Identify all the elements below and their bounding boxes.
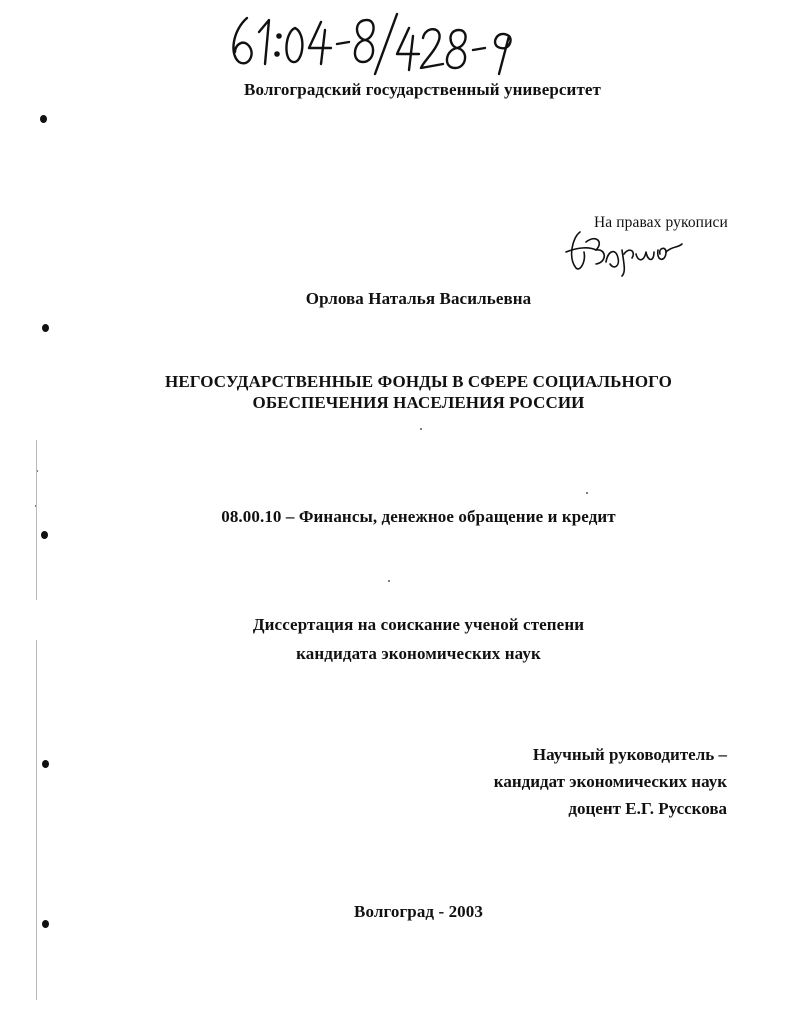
- handwritten-catalog-code: [225, 8, 525, 80]
- scan-edge-mark: [36, 640, 37, 1000]
- dissertation-title-line-1: НЕГОСУДАРСТВЕННЫЕ ФОНДЫ В СФЕРЕ СОЦИАЛЬНОГО: [165, 372, 672, 391]
- scan-speck: [586, 492, 588, 494]
- advisor-line-2: кандидат экономических наук: [493, 772, 727, 791]
- binding-hole-3: [41, 531, 48, 539]
- signature: [562, 228, 684, 278]
- university-name: Волгоградский государственный университет: [244, 80, 601, 99]
- city-year: Волгоград - 2003: [354, 902, 483, 921]
- advisor-line-3: доцент Е.Г. Русскова: [568, 799, 727, 818]
- scan-speck: [388, 580, 390, 582]
- dissertation-title-line-2: ОБЕСПЕЧЕНИЯ НАСЕЛЕНИЯ РОССИИ: [252, 393, 585, 412]
- binding-hole-4: [42, 760, 49, 768]
- binding-hole-1: [40, 115, 47, 123]
- rights-note: На правах рукописи: [594, 214, 728, 231]
- degree-line-1: Диссертация на соискание ученой степени: [252, 615, 585, 634]
- specialty-code: 08.00.10 – Финансы, денежное обращение и кредит: [221, 507, 616, 526]
- author-name: Орлова Наталья Васильевна: [305, 289, 532, 308]
- advisor-line-1: Научный руководитель –: [532, 745, 727, 764]
- binding-hole-5: [42, 920, 49, 928]
- binding-hole-2: [42, 324, 49, 332]
- degree-line-2: кандидата экономических наук: [296, 644, 541, 663]
- scan-edge-mark: [36, 440, 37, 600]
- scan-speck: [420, 428, 422, 430]
